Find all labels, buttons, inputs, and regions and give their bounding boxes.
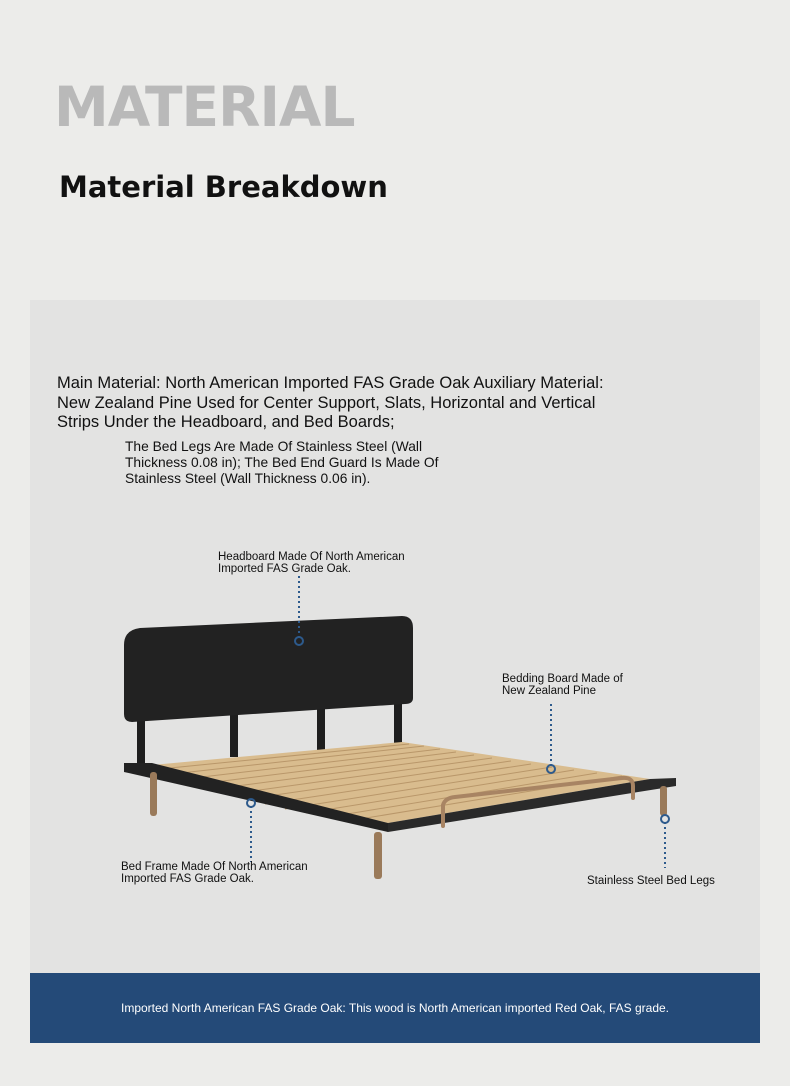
page-title: Material Breakdown (59, 170, 388, 204)
bed-leg (660, 786, 667, 816)
headboard (124, 616, 413, 722)
main-material-description: Main Material: North American Imported FAS Grade Oak Auxiliary Material: New Zealand Pine Used for Center Support, Slats, Horizontal and Vertical Strips Under the Headboard, and Bed Boards; (57, 374, 604, 431)
section-title: MATERIAL (54, 75, 355, 139)
bed-leg (374, 832, 382, 879)
headboard-callout: Headboard Made Of North American Imported FAS Grade Oak. (218, 551, 405, 575)
bedding-board-callout: Bedding Board Made of New Zealand Pine (502, 673, 623, 697)
callout-dot (661, 815, 669, 823)
footer-banner (30, 973, 760, 1043)
bed-leg (150, 772, 157, 816)
footer-text: Imported North American FAS Grade Oak: This wood is North American imported Red Oak, FAS grade. (120, 1001, 669, 1015)
bed-frame-callout: Bed Frame Made Of North American Imported FAS Grade Oak. (121, 861, 308, 885)
legs-material-description: The Bed Legs Are Made Of Stainless Steel (Wall Thickness 0.08 in); The Bed End Guard Is Made Of Stainless Steel (Wall Thickness 0.06 in). (125, 439, 439, 486)
legs-callout: Stainless Steel Bed Legs (587, 875, 715, 887)
